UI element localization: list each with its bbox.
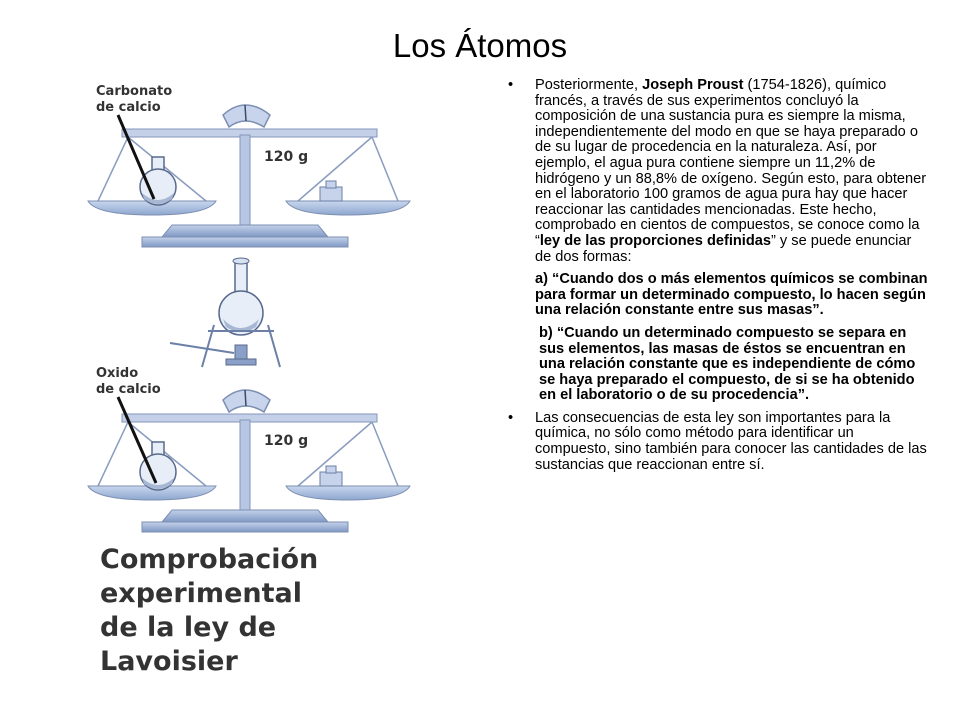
label-top-line2: de calcio xyxy=(96,100,161,115)
caption-line: experimental xyxy=(100,578,302,609)
pillar-top xyxy=(240,135,250,225)
law-form-b xyxy=(508,326,928,404)
p1-end: ” y se puede enunciar de dos formas: xyxy=(535,232,912,265)
weight-label-bottom: 120 g xyxy=(264,433,309,449)
base-top xyxy=(142,237,348,247)
dial-top xyxy=(223,105,270,127)
p2-text: Las consecuencias de esta ley son importantes para la química, no sólo como método para identificar un compuesto, sino también para conocer las cantidades de las sustancias que reaccionan entre sí. xyxy=(535,409,927,473)
label-bottom-line1: Oxido xyxy=(96,366,139,381)
lavoisier-illustration xyxy=(80,75,445,680)
illustration-caption xyxy=(100,543,318,679)
right-pan-top xyxy=(286,201,410,215)
body-text xyxy=(508,78,928,480)
base-bottom xyxy=(142,522,348,532)
flask-bottom xyxy=(140,442,176,490)
bullet-icon: • xyxy=(508,77,514,93)
weight-top xyxy=(320,181,342,201)
law-name: ley de las proporciones definidas xyxy=(539,232,772,249)
paragraph-proust xyxy=(508,78,928,265)
weight-label-top: 120 g xyxy=(264,149,309,165)
scientist-name: Joseph Proust xyxy=(642,77,744,93)
bullet-icon: • xyxy=(508,409,514,426)
balance-top xyxy=(88,105,410,247)
law-form-b-text: b) “Cuando un determinado compuesto se separa en sus elementos, las masas de éstos se encuentran en una relación constante que es independiente de cómo se haya preparado el compuesto, de si se ha obtenido en el laboratorio o de su procedencia”. xyxy=(539,324,916,404)
label-top-line1: Carbonato xyxy=(96,84,173,99)
p1-body: (1754-1826), químico francés, a través de sus experimentos concluyó la composición de una sustancia pura es siempre la misma, independientemente del modo en que se haya preparado o de su lugar de procedencia en la naturaleza. Así, por ejemplo, el agua pura contiene siempre un 11,2% de hidrógeno y un 88,8% de oxígeno. Según esto, para obtener en el laboratorio 100 gramos de agua pura hay que hacer reaccionar las cantidades mencionadas. Este hecho, comprobado en cientos de compuestos, se conoce como la “ xyxy=(535,77,927,249)
weight-bottom xyxy=(320,466,342,486)
heating-apparatus xyxy=(170,258,280,367)
label-bottom-line2: de calcio xyxy=(96,382,161,397)
paragraph-consequences xyxy=(508,411,928,473)
caption-line: de la ley de xyxy=(100,612,277,643)
slide-title: Los Átomos xyxy=(392,27,568,64)
pillar-bottom xyxy=(240,420,250,510)
balance-bottom xyxy=(88,390,410,532)
law-form-a: a) “Cuando dos o más elementos químicos se combinan para formar un determinado compuesto, lo hacen según una relación constante entre sus masas”. xyxy=(535,271,928,319)
dial-bottom xyxy=(223,390,270,412)
right-pan-bottom xyxy=(286,486,410,500)
pointer-top xyxy=(118,115,154,199)
caption-line: Lavoisier xyxy=(100,646,238,677)
caption-line: Comprobación xyxy=(100,544,319,575)
p1-intro: Posteriormente, xyxy=(535,77,643,93)
